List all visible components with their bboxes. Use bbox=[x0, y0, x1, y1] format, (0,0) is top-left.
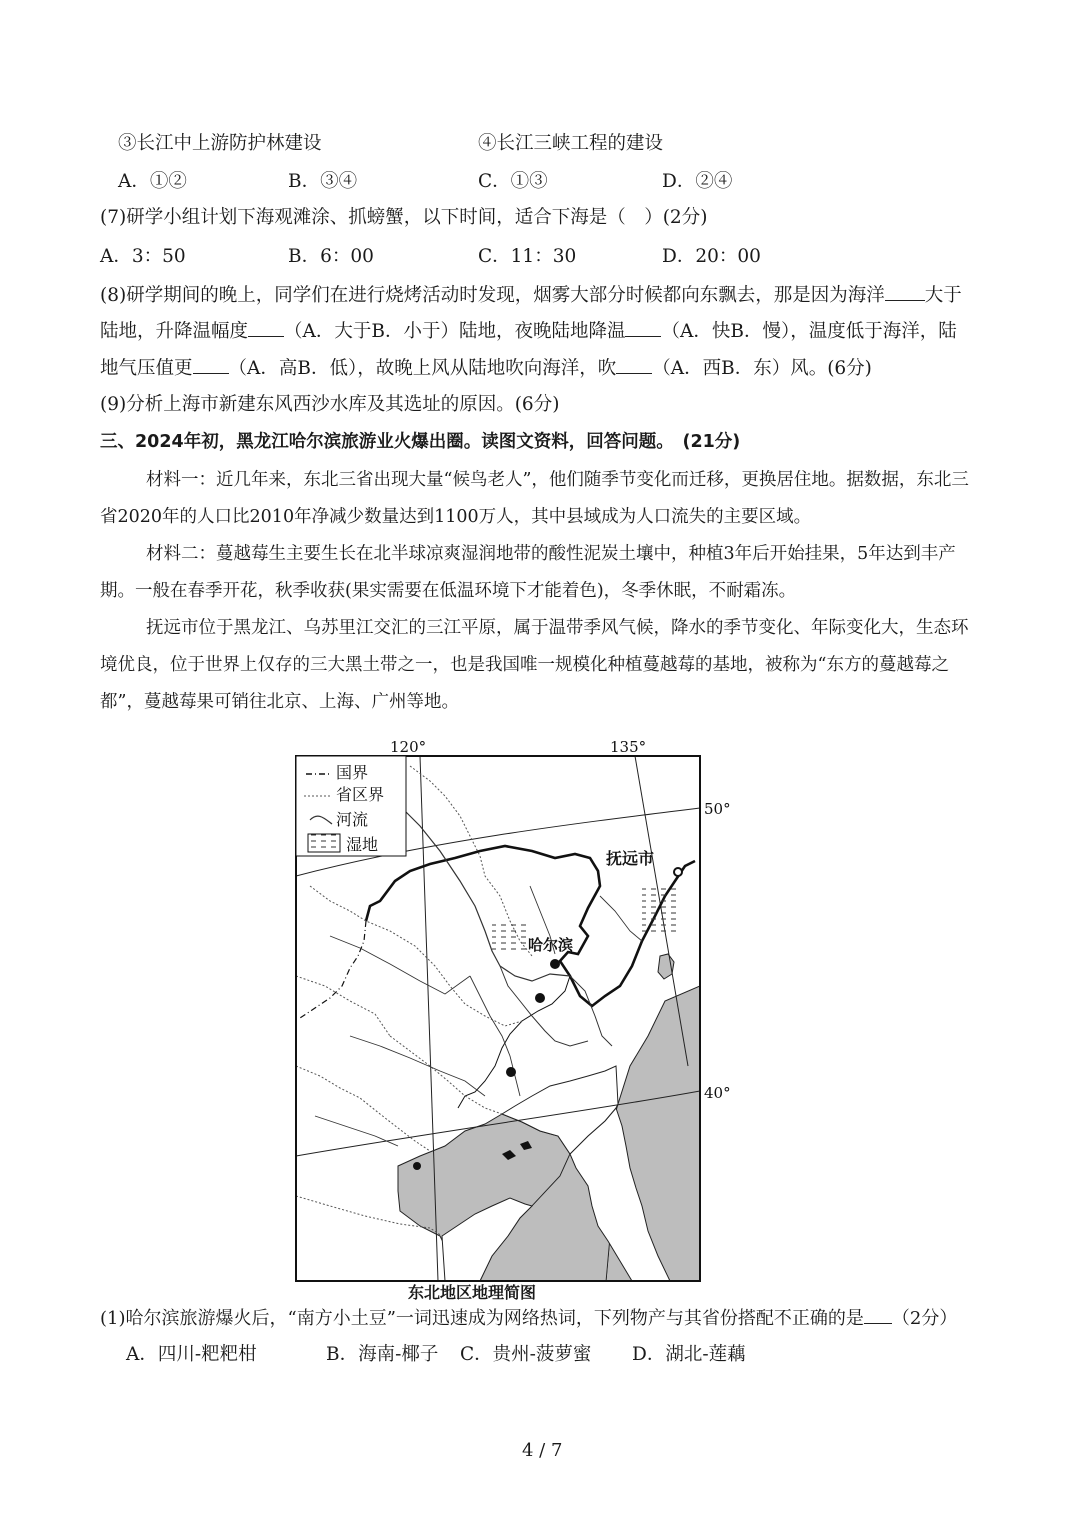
answer-blank[interactable] bbox=[248, 318, 284, 337]
option-4: ④长江三峡工程的建设 bbox=[478, 133, 664, 154]
lon-120-label: 120° bbox=[390, 738, 427, 756]
legend-wetland: 湿地 bbox=[346, 835, 379, 854]
q8-text-a: (8)研学期间的晚上，同学们在进行烧烤活动时发现，烟雾大部分时候都向东飘去，那是因为海洋 bbox=[100, 285, 885, 306]
question-9: (9)分析上海市新建东风西沙水库及其选址的原因。(6分) bbox=[100, 394, 560, 415]
q8-text-e: （A．快B．慢），温度低于海洋，陆 bbox=[661, 321, 957, 342]
question-7: (7)研学小组计划下海观滩涂、抓螃蟹，以下时间，适合下海是（ ）(2分) bbox=[100, 207, 708, 228]
section-3-heading: 三、2024年初，黑龙江哈尔滨旅游业火爆出圈。读图文资料，回答问题。 (21分) bbox=[100, 432, 741, 452]
q7-choice-c: C．11：30 bbox=[478, 246, 577, 267]
river bbox=[500, 966, 588, 1046]
q1-choice-d: D．湖北-莲藕 bbox=[632, 1344, 746, 1365]
q1-choice-b: B．海南-椰子 bbox=[326, 1344, 439, 1365]
q7-choice-a: A．3：50 bbox=[100, 246, 186, 267]
material-3: 抚远市位于黑龙江、乌苏里江交汇的三江平原，属于温带季风气候，降水的季节变化、年际变化大，生态环境优良，位于世界上仅存的三大黑土带之一，也是我国唯一规模化种植蔓越莓的基地，被称为“东方的蔓越莓之都”，蔓越莓果可销往北京、上海、广州等地。 bbox=[100, 618, 969, 712]
question-8-line-2 bbox=[100, 318, 957, 344]
question-1 bbox=[100, 1305, 957, 1331]
q8-text-h: （A．西B．东）风。(6分) bbox=[652, 358, 872, 379]
river bbox=[600, 896, 642, 941]
answer-blank[interactable] bbox=[193, 355, 229, 374]
q8-text-g: （A．高B．低），故晚上风从陆地吹向海洋，吹 bbox=[228, 358, 617, 379]
harbin-label: 哈尔滨 bbox=[528, 936, 574, 954]
river bbox=[350, 1036, 485, 1096]
map-caption: 东北地区地理简图 bbox=[408, 1283, 537, 1302]
choice-b: B．③④ bbox=[288, 171, 358, 192]
material-1: 材料一：近几年来，东北三省出现大量“候鸟老人”，他们随季节变化而迁移，更换居住地。据数据，东北三省2020年的人口比2010年净减少数量达到1100万人，其中县域成为人口流失的主要区域。 bbox=[100, 470, 969, 527]
fuyuan-label: 抚远市 bbox=[606, 849, 655, 868]
map-svg bbox=[270, 736, 730, 1286]
q8-text-c: 陆地，升降温幅度 bbox=[100, 321, 249, 342]
wetland bbox=[642, 886, 676, 932]
q1-choice-a: A．四川-粑粑柑 bbox=[126, 1344, 257, 1365]
q8-text-d: （A．大于B．小于）陆地，夜晚陆地降温 bbox=[284, 321, 626, 342]
question-8-line-3 bbox=[100, 355, 872, 381]
legend-wetland-symbol bbox=[308, 834, 340, 852]
choice-c: C．①③ bbox=[478, 171, 548, 192]
lat-40-label: 40° bbox=[704, 1084, 730, 1102]
province-border bbox=[390, 1036, 502, 1114]
city-dot bbox=[506, 1067, 516, 1077]
lat-50-label: 50° bbox=[704, 800, 730, 818]
answer-blank[interactable] bbox=[864, 1305, 892, 1324]
q8-text-b: 大于 bbox=[924, 285, 962, 306]
choice-a: A．①② bbox=[118, 171, 187, 192]
city-dot bbox=[535, 993, 545, 1003]
page-number: 4 / 7 bbox=[522, 1440, 563, 1461]
river bbox=[470, 976, 520, 1096]
legend-border: 国界 bbox=[336, 763, 369, 782]
q8-text-f: 地气压值更 bbox=[100, 358, 193, 379]
answer-blank[interactable] bbox=[616, 355, 652, 374]
lake-khanka bbox=[658, 954, 674, 979]
legend-province: 省区界 bbox=[336, 785, 385, 804]
city-dot bbox=[413, 1162, 421, 1170]
option-3: ③长江中上游防护林建设 bbox=[118, 133, 322, 154]
q1-score: （2分） bbox=[891, 1308, 958, 1329]
national-border-2 bbox=[300, 921, 366, 1018]
fuyuan-dot bbox=[674, 868, 682, 876]
choice-d: D．②④ bbox=[662, 171, 733, 192]
river bbox=[400, 806, 570, 981]
answer-blank[interactable] bbox=[625, 318, 661, 337]
wetland bbox=[492, 924, 526, 952]
province-border bbox=[310, 886, 522, 1026]
question-8-line-1 bbox=[100, 282, 962, 308]
legend-river: 河流 bbox=[336, 810, 369, 829]
harbin-dot bbox=[550, 959, 560, 969]
q7-choice-b: B．6：00 bbox=[288, 246, 374, 267]
q1-text: (1)哈尔滨旅游爆火后，“南方小土豆”一词迅速成为网络热词，下列物产与其省份搭配不正确的是 bbox=[100, 1308, 864, 1329]
q1-choice-c: C．贵州-菠萝蜜 bbox=[460, 1344, 592, 1365]
q7-choice-d: D．20：00 bbox=[662, 246, 761, 267]
material-2: 材料二：蔓越莓生主要生长在北半球凉爽湿润地带的酸性泥炭土壤中，种植3年后开始挂果，5年达到丰产期。一般在春季开花，秋季收获(果实需要在低温环境下才能着色)，冬季休眠，不耐霜冻。 bbox=[100, 544, 956, 601]
province-border bbox=[296, 1066, 430, 1151]
lon-135-label: 135° bbox=[610, 738, 647, 756]
northeast-map bbox=[270, 736, 730, 1286]
answer-blank[interactable] bbox=[885, 282, 925, 301]
